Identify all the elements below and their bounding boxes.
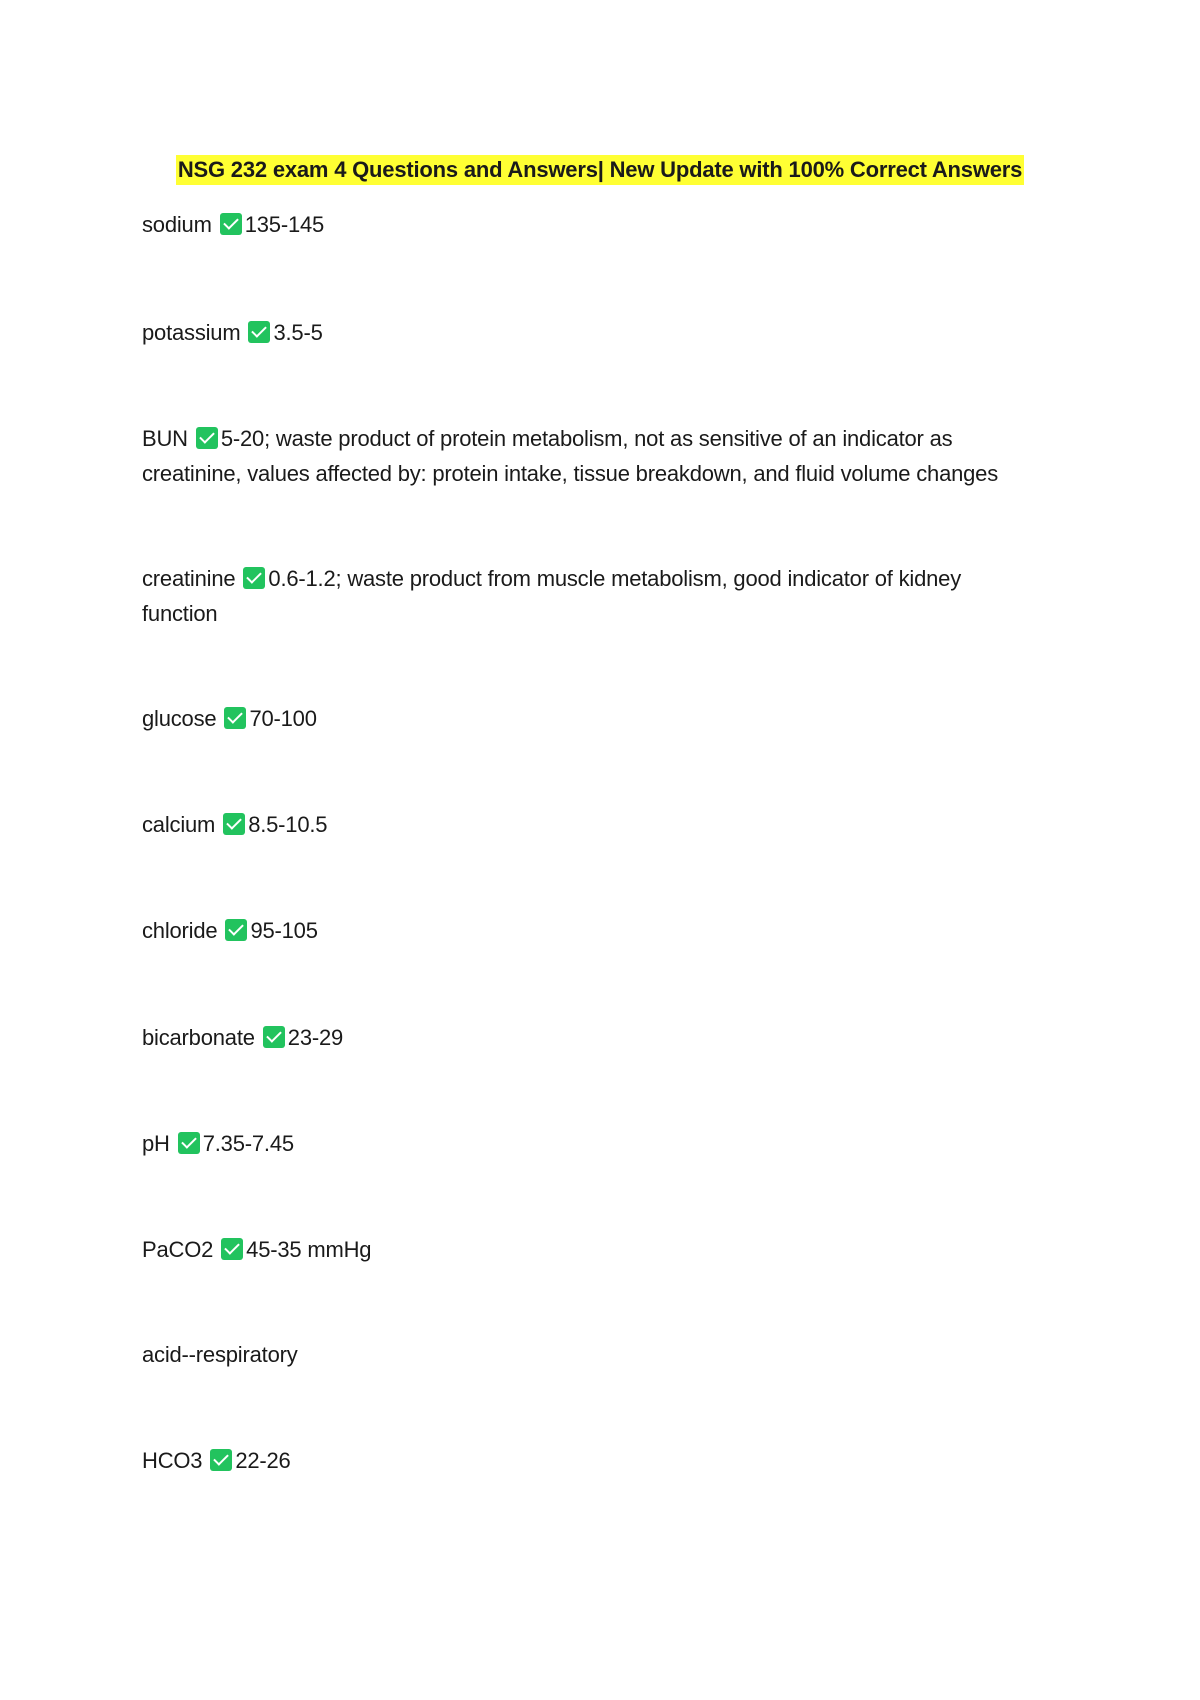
qa-item-calcium bbox=[142, 807, 1042, 842]
check-box-icon bbox=[221, 1238, 243, 1260]
qa-answer: 23-29 bbox=[287, 1025, 344, 1050]
document-title: NSG 232 exam 4 Questions and Answers| New Update with 100% Correct Answers bbox=[176, 155, 1024, 185]
qa-term: BUN bbox=[142, 426, 188, 451]
qa-answer: 8.5-10.5 bbox=[248, 812, 328, 837]
qa-answer: 3.5-5 bbox=[273, 320, 323, 345]
check-box-icon bbox=[223, 813, 245, 835]
check-box-icon bbox=[178, 1132, 200, 1154]
check-box-icon bbox=[196, 427, 218, 449]
qa-answer: 5-20; waste product of protein metabolism, not as sensitive of an indicator as creatinine, values affected by: protein intake, tissue breakdown, and fluid volume changes bbox=[142, 426, 999, 486]
check-box-icon bbox=[263, 1026, 285, 1048]
qa-answer: 135-145 bbox=[244, 212, 325, 237]
qa-item-ph bbox=[142, 1126, 1042, 1161]
qa-term: bicarbonate bbox=[142, 1025, 255, 1050]
qa-item-creatinine bbox=[142, 561, 1042, 631]
check-box-icon bbox=[210, 1449, 232, 1471]
qa-term: creatinine bbox=[142, 566, 236, 591]
qa-answer: 0.6-1.2; waste product from muscle metabolism, good indicator of kidney function bbox=[142, 566, 961, 626]
qa-term: calcium bbox=[142, 812, 216, 837]
check-box-icon bbox=[243, 567, 265, 589]
qa-term: potassium bbox=[142, 320, 241, 345]
qa-item-glucose bbox=[142, 701, 1042, 736]
qa-item-bicarbonate bbox=[142, 1020, 1042, 1055]
qa-answer: 95-105 bbox=[250, 918, 318, 943]
check-box-icon bbox=[225, 919, 247, 941]
qa-term: chloride bbox=[142, 918, 218, 943]
qa-item-sodium bbox=[142, 207, 1042, 242]
qa-answer: 70-100 bbox=[249, 706, 317, 731]
check-box-icon bbox=[224, 707, 246, 729]
qa-item-potassium bbox=[142, 315, 1042, 350]
qa-term: PaCO2 bbox=[142, 1237, 214, 1262]
check-box-icon bbox=[220, 213, 242, 235]
check-box-icon bbox=[248, 321, 270, 343]
qa-term: pH bbox=[142, 1131, 170, 1156]
qa-answer: 7.35-7.45 bbox=[202, 1131, 294, 1156]
qa-term: acid--respiratory bbox=[142, 1342, 298, 1367]
qa-term: glucose bbox=[142, 706, 217, 731]
qa-item-hco3 bbox=[142, 1443, 1042, 1478]
qa-item-acid-respiratory bbox=[142, 1337, 1042, 1372]
qa-item-bun bbox=[142, 421, 1042, 491]
qa-answer: 45-35 mmHg bbox=[246, 1237, 372, 1262]
qa-term: HCO3 bbox=[142, 1448, 203, 1473]
qa-item-paco2 bbox=[142, 1232, 1042, 1267]
qa-item-chloride bbox=[142, 913, 1042, 948]
qa-answer: 22-26 bbox=[235, 1448, 291, 1473]
title-wrapper bbox=[0, 155, 1200, 185]
qa-term: sodium bbox=[142, 212, 212, 237]
